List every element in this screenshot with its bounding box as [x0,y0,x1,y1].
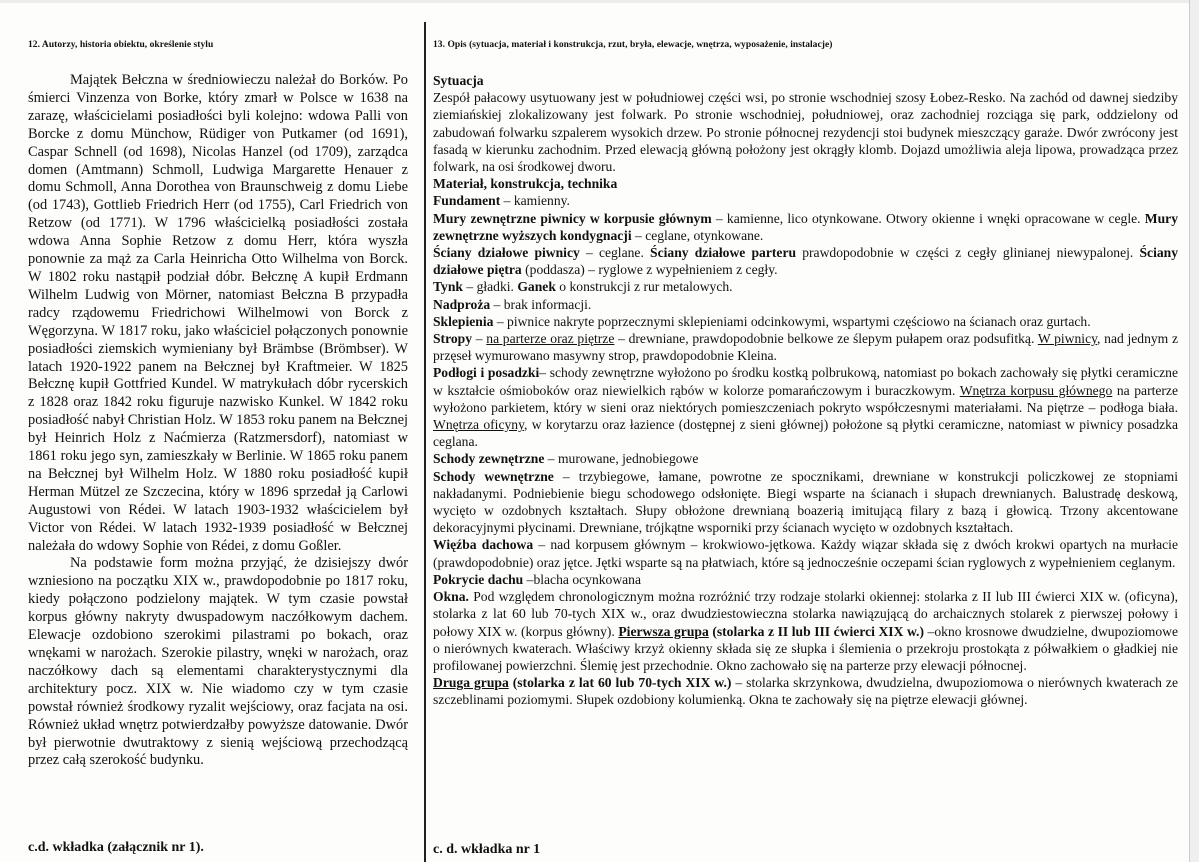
fundament-label: Fundament [433,193,501,209]
fundament-text: – kamienny. [500,193,570,209]
mury-entry [433,210,1178,244]
podlogi-korpus-underline: Wnętrza korpusu głównego [959,382,1113,398]
stropy-text-2: , nad jednym z przęseł wymurowano masywny strop, prawdopodobnie Kleina. [433,331,1179,364]
okna-label: Okna. [433,589,469,605]
description-continuation-note: c. d. wkładka nr 1 [433,842,541,857]
page-top-edge [0,0,1199,3]
sciany-piwnicy-text: – ceglane. [579,245,651,261]
history-paragraph-owners: Majątek Bełczna w średniowieczu należał do Borków. Po śmierci Vinzenza von Borke, który zmarł w Polsce w 1638 na zarazę, właścicielami posiadłości byli kolejno: wdowa Palli von Borcke z domu Münchow, Rüdiger von Putkamer (od 1691), Caspar Schnell (od 1698), Nicolas Hanzel (od 1709), zarządca domen (Amtmann) Schmoll, Ludwiga Margarette Henauer z domu Schmoll, Anna Dorothea von Braunschweig z domu Liebe (od 1743), Gottlieb Friedrich Herr (od 1755), Carl Friedrich von Retzow (od 1771). W 1796 właścicielką posiadłości została wdowa Anna Sophie Retzow z domu Herr, która wyszła ponownie za mąż za Carla Heinricha Otto Wilhelma von Borck. W 1802 roku nastąpił podział dóbr. Bełcznę A kupił Erdmann Wilhelm Ludwig von Mörner, natomiast Bełczna B przypadła radcy rządowemu Friedrichowi Wilhelmowi von Borck z Węgorzyna. W 1817 roku, jako właściciel połączonych ponownie posiadłości ziemskich wymieniany był Brämbse (Brömbser). W latach 1920-1922 panem na Bełcznej był Kraftmeier. W 1825 Bełcznę kupił Gottfried Kundel. W matrykułach dóbr rycerskich z 1828 oraz 1842 roku figuruje nazwisko Kunkel. W 1842 roku posiadłość nabył Christian Holz. W 1853 roku panem na Bełcznej był Heinrich Holz z Naćmierza (Ratzmersdorf), natomiast w 1861 roku jego syn, zamieszkały w Berlinie. W 1865 roku panem na Bełcznej był Wilhelm Holz. W 1880 roku posiadłość kupił Herman Mützel ze Szczecina, który w 1896 sprzedał ją Carlowi Augustowi von Rédei. W latach 1903-1932 właścicielem był Victor von Rédei. W latach 1932-1939 posiadłość w Bełcznej należała do wdowy Sophie von Rédei, z domu Goßler. [28,72,408,554]
wiezba-text: – nad korpusem głównym – krokwiowo-jętkowa. Każdy wiązar składa się z dwóch krokwi opartych na murłacie (prawdopodobnie) oraz jętce. Jętki wsparte są na płatwiach, które są jednocześnie oczepami ścian ryglowych z wypełnieniem ceglanym. [433,537,1178,570]
nadproza-entry [433,296,1178,313]
mury-piwnicy-label: Mury zewnętrzne piwnicy w korpusie głównym [433,210,712,226]
stropy-piwnica-underline: W piwnicy [1037,331,1098,347]
schody-wew-entry [433,468,1178,537]
podlogi-label: Podłogi i posadzki [433,365,540,381]
description-column [433,40,1178,709]
sciany-pietra-text: (poddasza) – ryglowe z wypełnieniem z cegły. [521,262,778,278]
mury-wyzszych-label: Mury zewnętrzne wyższych kondygnacji [433,210,1178,243]
history-continuation-note: c.d. wkładka (załącznik nr 1). [28,840,204,855]
sklepienia-entry [433,313,1178,330]
schody-wew-text: – trzybiegowe, łamane, powrotne ze spocznikami, drewniane w konstrukcji policzkowej ze stopniami nakładanymi. Podniebienie biegu schodowego odsłonięte. Biegi wsparte na ścianach i słupach drewnianych. Balustradę deskową, wycięto w ozdobnych kształtach. Słupy obłożone drewnianą boazerią imitującą filary z bazą i głowicą. Trzony akcentowane dekoracyjnymi płycinami. Drewniane, trójkątne wsporniki przy ścianach wycięto w ozdobnych kształtach. [433,468,1179,536]
nadproza-text: – brak informacji. [490,296,592,312]
wiezba-entry [433,536,1178,570]
sytuacja-heading: Sytuacja [433,73,484,88]
history-column [28,40,408,770]
stropy-parter-underline: na parterze oraz piętrze [486,331,615,347]
stropy-label: Stropy [433,331,473,347]
okna-entry [433,588,1178,674]
okna-text-1: Pod względem chronologicznym można rozróżnić trzy rodzaje stolarki okiennej: stolarka z II lub III ćwierci XIX w. (oficyna), stolarka z lat 60 lub 70-tych XIX w., oraz dwudziestowieczna stolarka nawiązującą do archaicznych stolarek z pierwszej połowy i połowy XIX w. (korpus główny). [433,589,1178,639]
column-divider [424,22,426,862]
pokrycie-entry [433,571,1178,588]
schody-zew-label: Schody zewnętrzne [433,451,545,467]
description-section-header: 13. Opis (sytuacja, materiał i konstrukcja, rzut, bryła, elewacje, wnętrza, wyposażenie, instalacje) [433,40,833,50]
history-paragraph-style: Na podstawie form można przyjąć, że dzisiejszy dwór wzniesiono na początku XIX w., prawdopodobnie po 1817 roku, kiedy połączono podzielony majątek. W tym czasie powstał korpus główny nakryty dwuspadowym naczółkowym dachem. Elewacje ozdobiono szerokimi pilastrami po bokach, oraz wnękami w narożach. Szerokie pilastry, wnęki w narożach, oraz naczółkowy dach są elementami charakterystycznymi dla architektury pocz. XIX w. Nie wiadomo czy w tym czasie powstał również środkowy ryzalit wejściowy, oraz facjata na osi. Również układ wnętrz potwierdzałby powyższe datowanie. Dwór był pierwotnie dwutraktowy z sienią wejściową przechodzącą przez całą szerokość budynku. [28,555,408,769]
page-right-edge [1189,0,1199,862]
material-heading: Materiał, konstrukcja, technika [433,176,618,192]
okna-text-2: –okno krosnowe dwudzielne, dwupoziomowe o nierównych kwaterach. Właściwy krzyż okienny składa się ze słupka i ślemienia o przekroju prostokąta z półwałkiem o gładkiej nie profilowanej powierzchni. Ślemię jest przechodnie. Okno zachowało się na parterze przy elewacji północnej. [433,623,1178,673]
podlogi-text-3: , w korytarzu oraz łazience (dostępnej z sieni głównej) położone są płytki ceramiczne, natomiast w piwnicy posadzka ceglana. [433,417,1178,450]
podlogi-oficyna-underline: Wnętrza oficyny [433,417,524,433]
sciany-entry [433,244,1178,278]
okna-group2-dating: (stolarka z lat 60 lub 70-tych XIX w.) [508,675,732,691]
okna-group1-dating: (stolarka z II lub III ćwierci XIX w.) [708,623,924,639]
wiezba-label: Więźba dachowa [433,537,534,553]
schody-zew-entry [433,450,1178,467]
podlogi-text-1: – schody zewnętrzne wyłożono po środku kostką polbrukową, natomiast po bokach zachowały się płytki ceramiczne w kształcie ośmioboków oraz niewielkich rąbów w kolorze pomarańczowym i buraczkowym. [433,365,1178,398]
stropy-text-1: – drewniane, prawdopodobnie belkowe ze ślepym pułapem oraz podsufitką. [614,331,1038,347]
podlogi-text-2: na parterze wyłożono parkietem, który w sieni oraz niektórych pomieszczeniach pokryto współczesnymi materiałami. Na piętrze – podłoga biała. [433,382,1178,415]
tynk-text: – gładki. [462,279,518,295]
history-section-header: 12. Autorzy, historia obiektu, określenie stylu [28,40,214,50]
pokrycie-label: Pokrycie dachu [433,571,524,587]
sciany-pietra-label: Ściany działowe piętra [433,245,1179,278]
ganek-text: o konstrukcji z rur metalowych. [555,279,733,295]
nadproza-label: Nadproża [433,296,491,312]
ganek-label: Ganek [517,279,556,295]
fundament-entry [433,192,1178,209]
okna-group2-entry [433,674,1178,708]
okna-text-3: – stolarka skrzynkowa, dwudzielna, dwupoziomowa o nierównych kwaterach ze szczeblinami poziomymi. Słupek ozdobiony kolumienką. Okna te zachowały się na piętrze elewacji głównej. [433,675,1178,708]
mury-wyzszych-text: – ceglane, otynkowane. [631,227,764,243]
podlogi-entry [433,364,1178,450]
okna-group1-underline: Pierwsza grupa [618,623,709,639]
sciany-parteru-label: Ściany działowe parteru [650,245,797,261]
sciany-piwnicy-label: Ściany działowe piwnicy [433,245,580,261]
stropy-entry: Stropy – na parterze oraz piętrze – drewniane, prawdopodobnie belkowe ze ślepym pułapem oraz podsufitką. W piwnicy, nad jednym z przęseł wymurowano masywny strop, prawdopodobnie Kleina. [433,331,1179,364]
mury-piwnicy-text: – kamienne, lico otynkowane. Otwory okienne i wnęki opracowane w cegle. [711,210,1145,226]
sklepienia-text: – piwnice nakryte poprzecznymi sklepieniami odcinkowymi, wspartymi częściowo na ścianach oraz gurtach. [493,313,1091,329]
sklepienia-label: Sklepienia [433,313,494,329]
tynk-entry [433,278,1178,295]
tynk-label: Tynk [433,279,463,295]
sytuacja-text: Zespół pałacowy usytuowany jest w południowej części wsi, po stronie wschodniej szosy Łobez-Resko. Na zachód od dawnej siedziby ziemiańskiej zlokalizowany jest folwark. Po stronie wschodniej, południowej, oraz zachodniej rozciąga się park, oddzielony od zabudowań folwarku szpalerem wysokich drzew. Po stronie północnej rezydencji stoi budynek mieszczący garaże. Dwór zwrócony jest fasadą w kierunku zachodnim. Przed elewacją główną położony jest okrągły klomb. Dojazd umożliwia aleja lipowa, prowadząca przez folwark, na osi środkowej dworu. [433,90,1178,175]
sciany-parteru-text: prawdopodobnie w części z cegły glinianej niewypalonej. [796,245,1140,261]
schody-zew-text: – murowane, jednobiegowe [544,451,699,467]
schody-wew-label: Schody wewnętrzne [433,468,554,484]
pokrycie-text: –blacha ocynkowana [523,571,642,587]
okna-group2-underline: Druga grupa [433,675,509,691]
